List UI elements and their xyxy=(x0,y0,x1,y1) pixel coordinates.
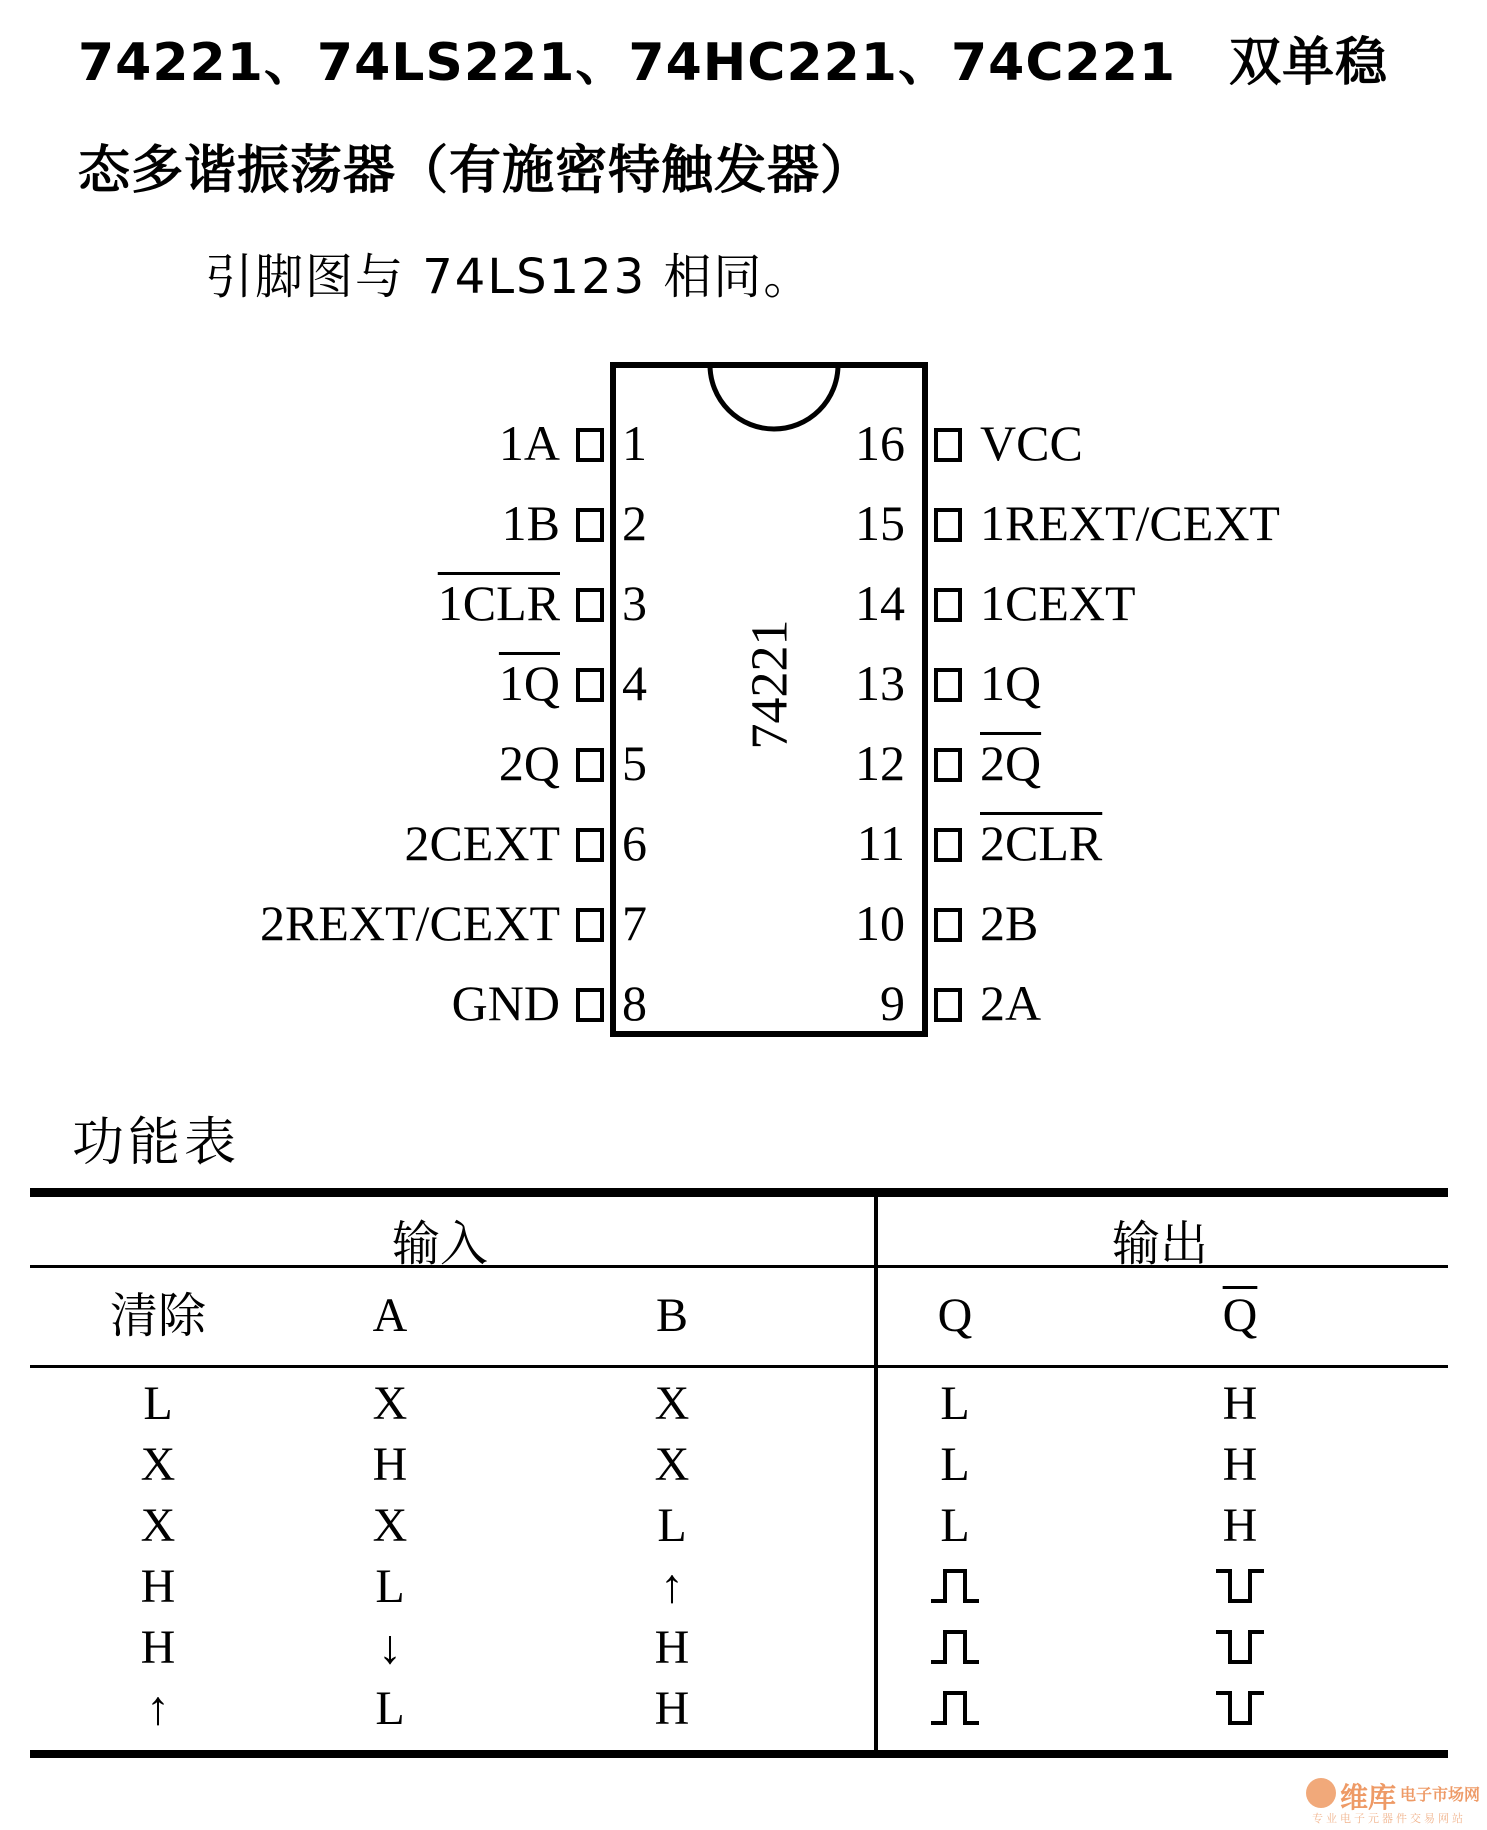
pin-box-left xyxy=(576,508,604,542)
pin-label-right: VCC xyxy=(980,415,1083,471)
positive-pulse-icon xyxy=(895,1685,1015,1738)
pin-box-right xyxy=(934,668,962,702)
table-cell: X xyxy=(140,1499,176,1552)
table-cell: L xyxy=(940,1499,970,1552)
pinout-note: 引脚图与 74LS123 相同。 xyxy=(205,249,814,305)
table-bottom-rule xyxy=(30,1750,1448,1758)
pin-number-right: 15 xyxy=(855,495,905,551)
table-cell: H xyxy=(1222,1377,1258,1430)
site-watermark xyxy=(1300,1770,1485,1826)
pin-box-right xyxy=(934,588,962,622)
group-header-outputs: 输出 xyxy=(1111,1216,1208,1272)
pin-number-left: 7 xyxy=(622,895,647,951)
table-header-cell: A xyxy=(372,1289,408,1342)
pin-box-left xyxy=(576,988,604,1022)
table-cell: X xyxy=(140,1438,176,1491)
table-cell: L xyxy=(143,1377,173,1430)
pin-box-right xyxy=(934,748,962,782)
pin-label-left: 1A xyxy=(498,415,560,471)
pin-label-right: 2A xyxy=(980,975,1042,1031)
watermark-brand-sub: 电子市场网 xyxy=(1400,1785,1481,1804)
pin-number-right: 13 xyxy=(855,655,905,711)
pin-number-left: 8 xyxy=(622,975,647,1031)
pin-number-left: 3 xyxy=(622,575,647,631)
page-title-line-2: 态多谐振荡器（有施密特触发器） xyxy=(78,141,874,201)
function-table-caption: 功能表 xyxy=(72,1113,241,1173)
table-cell: L xyxy=(940,1438,970,1491)
pin-number-left: 6 xyxy=(622,815,647,871)
pin-label-left: 2REXT/CEXT xyxy=(260,895,560,951)
pin-label-right: 2CLR xyxy=(980,815,1103,871)
table-cell: H xyxy=(1222,1499,1258,1552)
page-title-line-1: 74221、74LS221、74HC221、74C221 双单稳 xyxy=(78,33,1389,93)
table-header-rule xyxy=(30,1365,1448,1368)
pin-label-left: 1B xyxy=(501,495,560,551)
table-cell: ↑ xyxy=(146,1682,170,1735)
pin-number-right: 16 xyxy=(855,415,905,471)
positive-pulse-icon xyxy=(895,1563,1015,1616)
pin-box-left xyxy=(576,428,604,462)
pin-box-left xyxy=(576,908,604,942)
table-top-rule xyxy=(30,1188,1448,1197)
chip-notch xyxy=(706,362,842,432)
watermark-brand: 维库 xyxy=(1340,1781,1397,1814)
pin-label-left: 1CLR xyxy=(437,575,560,631)
pin-number-right: 10 xyxy=(855,895,905,951)
pin-box-left xyxy=(576,828,604,862)
table-cell: X xyxy=(654,1438,690,1491)
pin-box-left xyxy=(576,588,604,622)
pin-number-left: 4 xyxy=(622,655,647,711)
table-cell: H xyxy=(140,1621,176,1674)
table-cell: H xyxy=(654,1682,690,1735)
table-cell: ↓ xyxy=(378,1621,402,1674)
positive-pulse-icon xyxy=(895,1624,1015,1677)
table-group-rule xyxy=(30,1265,1448,1268)
pin-box-right xyxy=(934,908,962,942)
table-cell: H xyxy=(1222,1438,1258,1491)
pin-number-left: 5 xyxy=(622,735,647,791)
table-cell: H xyxy=(372,1438,408,1491)
pin-box-right xyxy=(934,988,962,1022)
negative-pulse-icon xyxy=(1180,1563,1300,1616)
table-header-cell: Q xyxy=(937,1289,973,1342)
pin-label-left: GND xyxy=(451,975,560,1031)
pin-number-right: 9 xyxy=(880,975,905,1031)
negative-pulse-icon xyxy=(1180,1624,1300,1677)
pin-label-right: 1REXT/CEXT xyxy=(980,495,1280,551)
table-cell: X xyxy=(654,1377,690,1430)
table-cell: L xyxy=(375,1560,405,1613)
table-header-cell: B xyxy=(655,1289,688,1342)
pin-number-left: 1 xyxy=(622,415,647,471)
table-cell: X xyxy=(372,1377,408,1430)
pin-label-right: 1Q xyxy=(980,655,1042,711)
watermark-logo-icon xyxy=(1306,1778,1336,1808)
pin-label-left: 2Q xyxy=(498,735,560,791)
watermark-tagline: 专业电子元器件交易网站 xyxy=(1312,1812,1466,1825)
table-header-cell: $\overline{Q}$ xyxy=(1222,1289,1258,1342)
pin-label-left: 2CEXT xyxy=(404,815,560,871)
pin-number-right: 11 xyxy=(856,815,905,871)
table-cell: L xyxy=(375,1682,405,1735)
table-cell: X xyxy=(372,1499,408,1552)
pin-number-right: 14 xyxy=(855,575,905,631)
pin-label-left: 1Q xyxy=(498,655,560,711)
table-divider xyxy=(874,1192,878,1754)
table-cell: H xyxy=(654,1621,690,1674)
pin-box-right xyxy=(934,508,962,542)
pin-box-left xyxy=(576,748,604,782)
table-cell: ↑ xyxy=(660,1560,684,1613)
pin-number-right: 12 xyxy=(855,735,905,791)
pin-label-right: 2Q xyxy=(980,735,1042,791)
table-cell: L xyxy=(940,1377,970,1430)
negative-pulse-icon xyxy=(1180,1685,1300,1738)
pin-box-right xyxy=(934,828,962,862)
pin-label-right: 1CEXT xyxy=(980,575,1136,631)
table-cell: H xyxy=(140,1560,176,1613)
table-cell: L xyxy=(657,1499,687,1552)
pin-box-right xyxy=(934,428,962,462)
chip-name: 74221 xyxy=(741,619,799,750)
group-header-inputs: 输入 xyxy=(391,1216,488,1272)
pin-number-left: 2 xyxy=(622,495,647,551)
pin-box-left xyxy=(576,668,604,702)
table-header-cell: 清除 xyxy=(109,1288,206,1344)
pin-label-right: 2B xyxy=(980,895,1039,951)
